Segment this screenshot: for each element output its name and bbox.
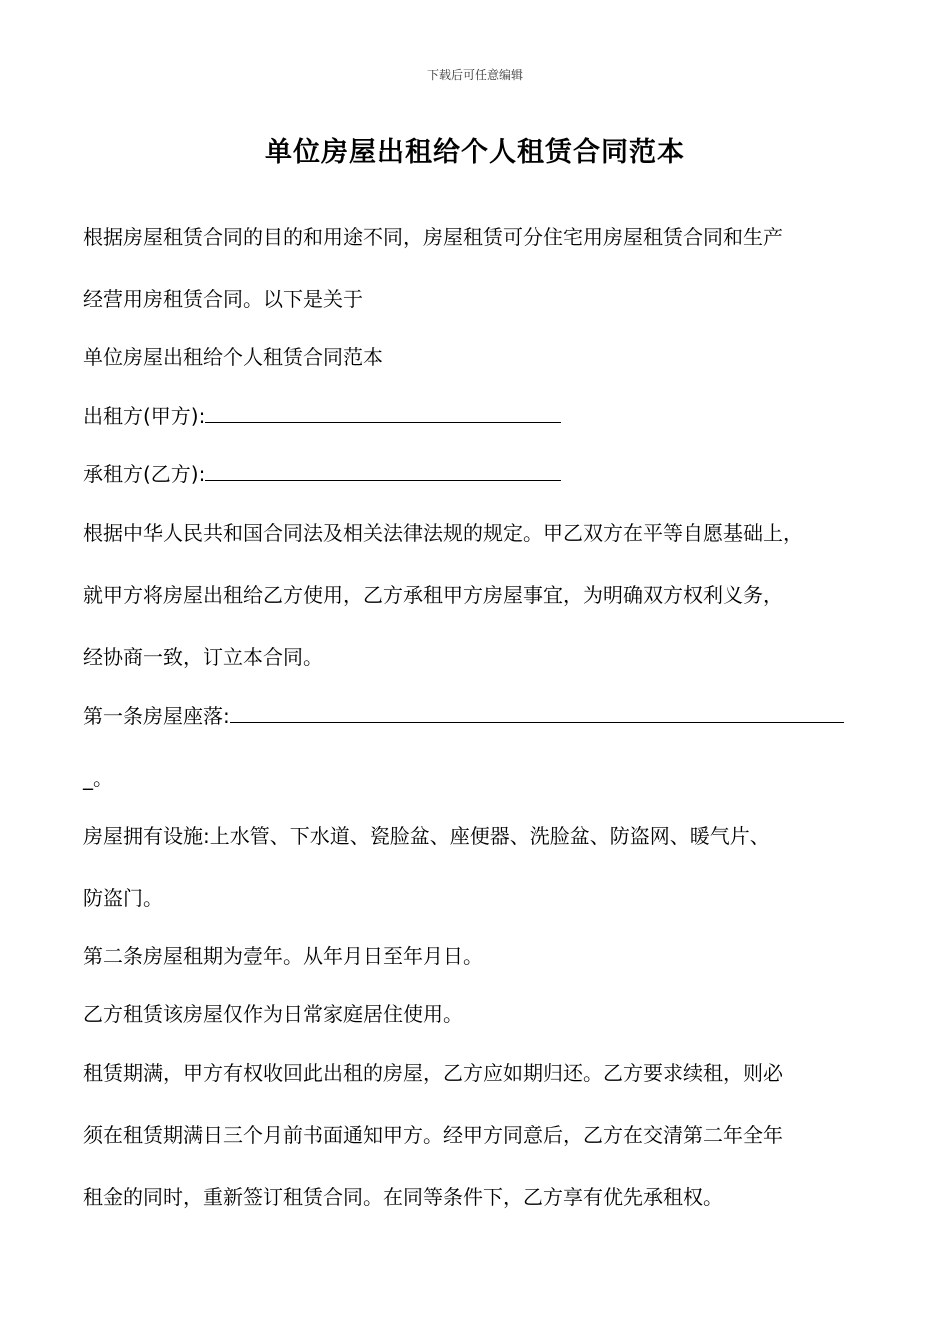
location-blank[interactable] — [230, 702, 844, 723]
lessee-label: 承租方(乙方): — [83, 462, 206, 486]
intro-line-3: 单位房屋出租给个人租赁合同范本 — [83, 345, 383, 369]
renewal-line-1: 租赁期满，甲方有权收回此出租的房屋，乙方应如期归还。乙方要求续租，则必 — [83, 1061, 783, 1085]
intro-line-1: 根据房屋租赁合同的目的和用途不同，房屋租赁可分住宅用房屋租赁合同和生产 — [83, 225, 783, 249]
article1-location-continuation: _。 — [83, 766, 113, 790]
header-note: 下载后可任意编辑 — [426, 68, 523, 82]
facilities-line-1: 房屋拥有设施:上水管、下水道、瓷脸盆、座便器、洗脸盆、防盗网、暖气片、 — [83, 824, 770, 848]
intro-line-2: 经营用房租赁合同。以下是关于 — [83, 287, 363, 311]
renewal-line-2: 须在租赁期满日三个月前书面通知甲方。经甲方同意后，乙方在交清第二年全年 — [83, 1123, 783, 1147]
document-title: 单位房屋出租给个人租赁合同范本 — [265, 137, 685, 168]
article2-line-2: 乙方租赁该房屋仅作为日常家庭居住使用。 — [83, 1002, 463, 1026]
article1-location-field — [83, 702, 844, 730]
article1-location-label: 第一条房屋座落: — [83, 704, 230, 728]
facilities-line-2: 防盗门。 — [83, 886, 163, 910]
lessee-field — [83, 460, 561, 488]
lessor-blank[interactable] — [205, 402, 561, 423]
basis-line-3: 经协商一致，订立本合同。 — [83, 645, 323, 669]
article2-line-1: 第二条房屋租期为壹年。从年月日至年月日。 — [83, 944, 483, 968]
lessee-blank[interactable] — [205, 460, 561, 481]
basis-line-1: 根据中华人民共和国合同法及相关法律法规的规定。甲乙双方在平等自愿基础上， — [83, 521, 803, 545]
basis-line-2: 就甲方将房屋出租给乙方使用，乙方承租甲方房屋事宜，为明确双方权利义务， — [83, 583, 783, 607]
renewal-line-3: 租金的同时，重新签订租赁合同。在同等条件下，乙方享有优先承租权。 — [83, 1185, 723, 1209]
lessor-field — [83, 402, 561, 430]
lessor-label: 出租方(甲方): — [83, 404, 206, 428]
